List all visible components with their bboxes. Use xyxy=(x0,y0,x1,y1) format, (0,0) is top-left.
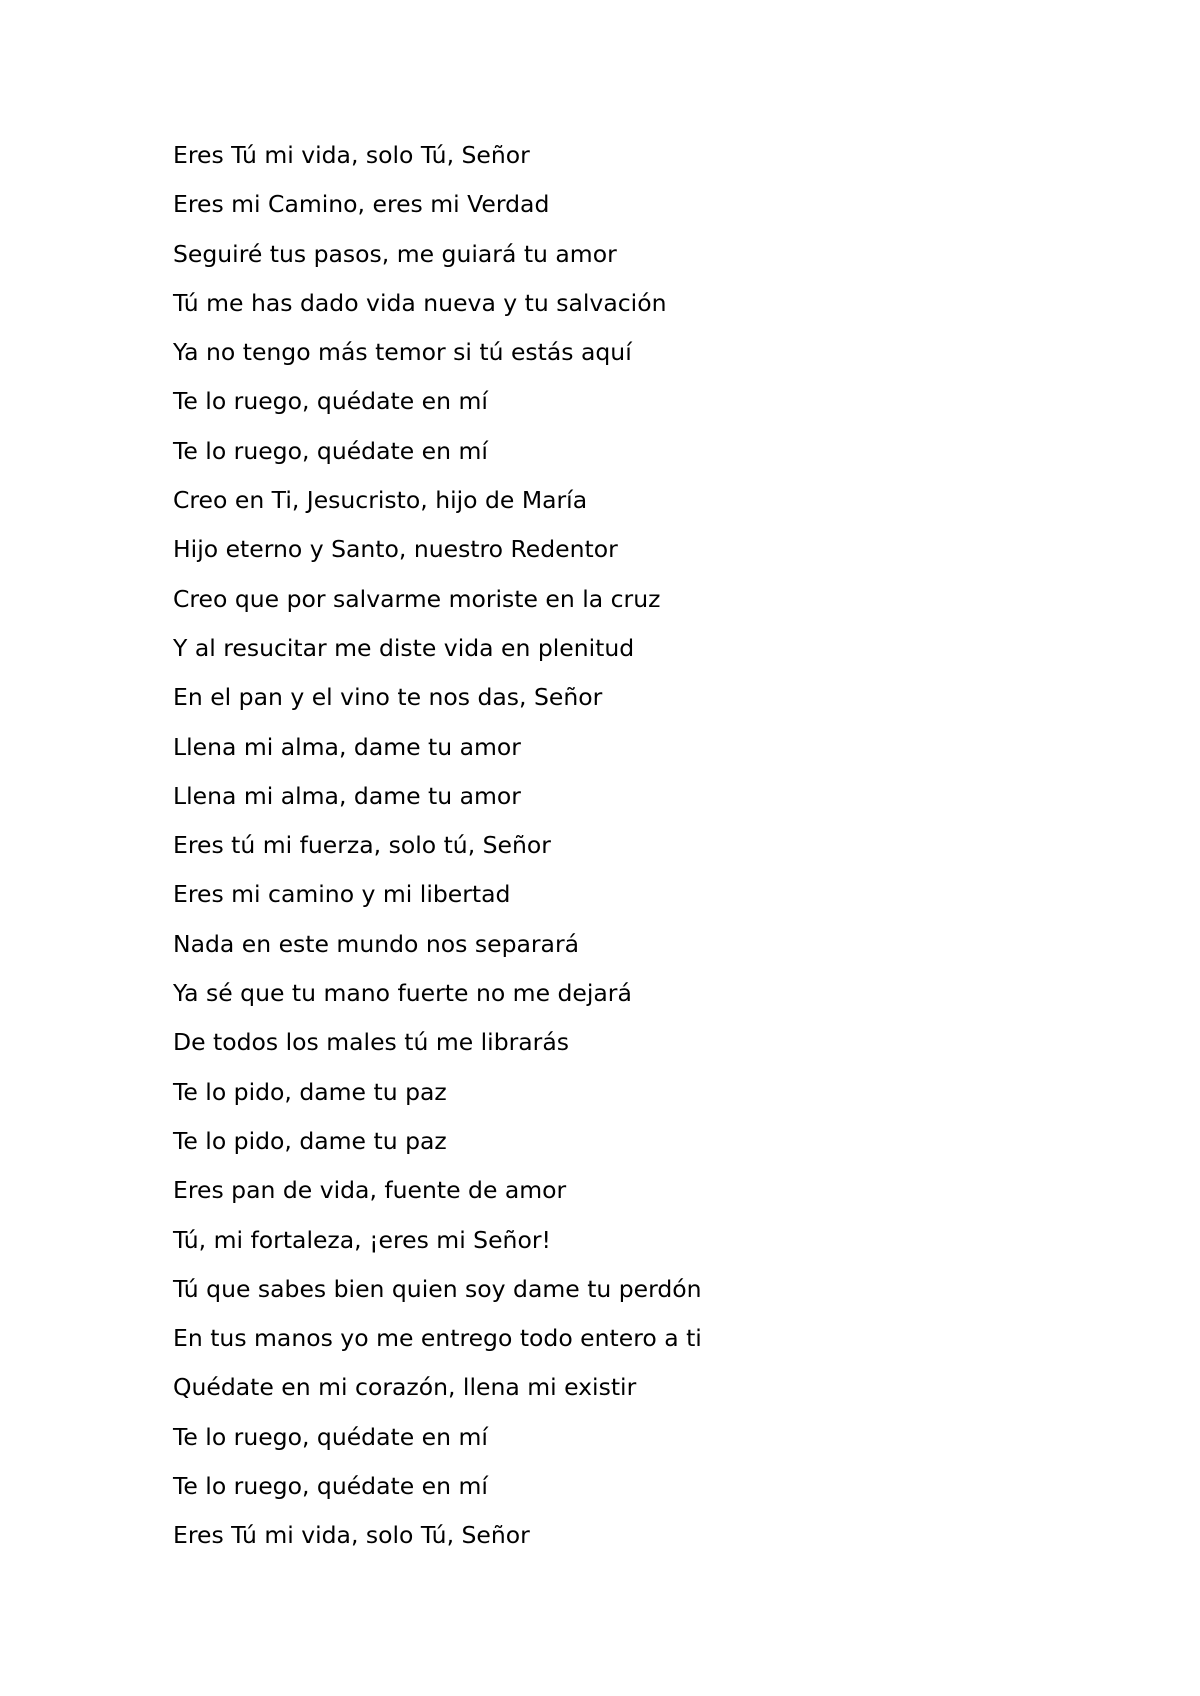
lyric-line: Creo que por salvarme moriste en la cruz xyxy=(173,584,661,613)
lyric-line: Te lo ruego, quédate en mí xyxy=(173,436,488,465)
lyric-line: Eres mi camino y mi libertad xyxy=(173,880,511,909)
lyric-line: Eres Tú mi vida, solo Tú, Señor xyxy=(173,141,530,169)
lyric-line: De todos los males tú me librarás xyxy=(173,1028,569,1057)
lyric-line: Eres pan de vida, fuente de amor xyxy=(173,1176,567,1205)
lyric-line: Te lo ruego, quédate en mí xyxy=(173,1422,488,1451)
lyric-line: Seguiré tus pasos, me guiará tu amor xyxy=(173,239,617,268)
lyrics-body xyxy=(173,140,702,1570)
lyric-line: Tú, mi fortaleza, ¡eres mi Señor! xyxy=(173,1225,551,1254)
lyric-line: Quédate en mi corazón, llena mi existir xyxy=(173,1373,637,1402)
lyric-line: Eres tú mi fuerza, solo tú, Señor xyxy=(173,831,551,860)
lyric-line: Creo en Ti, Jesucristo, hijo de María xyxy=(173,486,588,515)
lyric-line: Tú que sabes bien quien soy dame tu perdón xyxy=(173,1274,702,1303)
lyric-line: Te lo ruego, quédate en mí xyxy=(173,1472,488,1501)
lyric-line: Te lo ruego, quédate en mí xyxy=(173,387,488,416)
lyric-line: Eres Tú mi vida, solo Tú, Señor xyxy=(173,1521,530,1550)
lyric-line: Llena mi alma, dame tu amor xyxy=(173,732,521,761)
lyric-line: Tú me has dado vida nueva y tu salvación xyxy=(173,288,667,317)
lyric-line: Hijo eterno y Santo, nuestro Redentor xyxy=(173,535,618,564)
lyric-line: Te lo pido, dame tu paz xyxy=(173,1126,447,1155)
lyric-line: Te lo pido, dame tu paz xyxy=(173,1077,447,1106)
lyric-line: En tus manos yo me entrego todo entero a ti xyxy=(173,1324,702,1353)
lyric-line: Ya sé que tu mano fuerte no me dejará xyxy=(173,979,632,1008)
lyric-line: Nada en este mundo nos separará xyxy=(173,929,580,958)
lyric-line: Llena mi alma, dame tu amor xyxy=(173,781,521,810)
lyric-line: Eres mi Camino, eres mi Verdad xyxy=(173,190,550,219)
lyric-line: Y al resucitar me diste vida en plenitud xyxy=(173,633,635,662)
lyric-line: Ya no tengo más temor si tú estás aquí xyxy=(173,338,632,367)
lyric-line: En el pan y el vino te nos das, Señor xyxy=(173,683,603,712)
